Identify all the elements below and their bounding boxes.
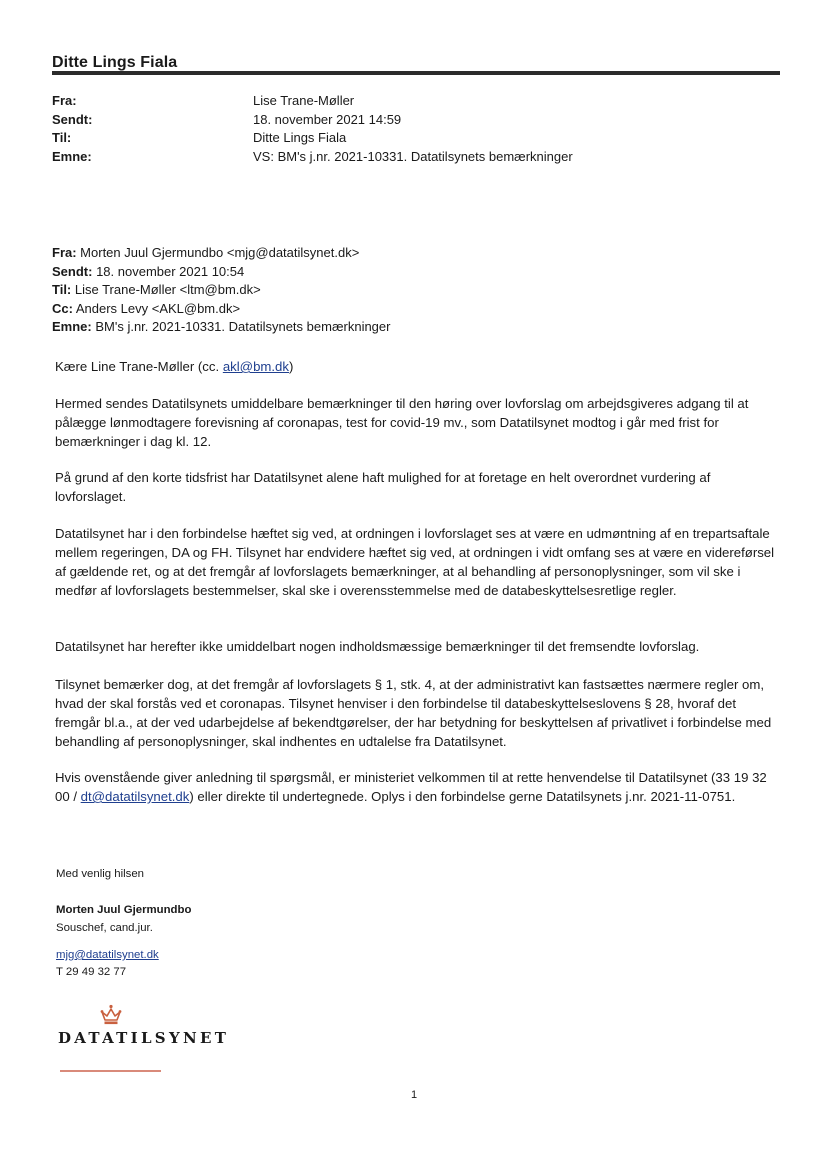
- header-label-sent: Sendt:: [52, 111, 93, 127]
- forwarded-row-to: [52, 281, 772, 300]
- signature-closing: Med venlig hilsen: [56, 868, 145, 880]
- header-value-to: Ditte Lings Fiala: [253, 130, 347, 145]
- email-header: [52, 92, 772, 166]
- logo-underline: [60, 1070, 161, 1072]
- forwarded-value-from: Morten Juul Gjermundbo <mjg@datatilsynet.dk>: [76, 245, 360, 260]
- header-label-subject: Emne:: [52, 148, 92, 164]
- paragraph-section-28: Tilsynet bemærker dog, at det fremgår af lovforslagets § 1, stk. 4, at der administrativt kan fastsættes nærmere regler om, hvad der skal forstås ved et coronapas. Tilsynet henviser i den forbindelse til databeskyttelseslovens § 28, hvoraf det fremgår bl.a., at der ved udarbejdelse af bekendtgørelser, der har betydning for beskyttelsen af privatlivet i forbindelse med behandling af personoplysninger, skal indhentes en udtalelse fra Datatilsynet.: [55, 677, 772, 749]
- forwarded-row-sent: [52, 263, 772, 282]
- cc-email-link[interactable]: akl@bm.dk: [222, 359, 289, 374]
- forwarded-label-to: Til:: [52, 282, 72, 297]
- forwarded-value-sent: 18. november 2021 10:54: [92, 263, 245, 279]
- forwarded-header: [52, 244, 772, 337]
- header-value-sent: 18. november 2021 14:59: [253, 111, 402, 127]
- header-value-from: Lise Trane-Møller: [253, 93, 355, 108]
- header-label-from: Fra:: [52, 93, 77, 108]
- signature-name: Morten Juul Gjermundbo: [56, 904, 192, 916]
- forwarded-row-cc: [52, 300, 772, 319]
- signature-phone: T 29 49 32 77: [56, 966, 127, 978]
- paragraph-no-remarks: Datatilsynet har herefter ikke umiddelbart nogen indholdsmæssige bemærkninger til det fremsendte lovforslag.: [55, 639, 700, 654]
- forwarded-value-subject: BM's j.nr. 2021-10331. Datatilsynets bemærkninger: [91, 319, 391, 334]
- greeting: [55, 357, 780, 376]
- forwarded-row-subject: [52, 318, 772, 337]
- forwarded-value-to: Lise Trane-Møller <ltm@bm.dk>: [71, 282, 261, 297]
- crown-icon: [99, 1004, 123, 1026]
- paragraph-assessment: Datatilsynet har i den forbindelse hæftet sig ved, at ordningen i lovforslaget ses at være en udmøntning af en trepartsaftale mellem regeringen, DA og FH. Tilsynet har endvidere hæftet sig ved, at ordningen i vidt omfang ses at være en videreførsel af gældende ret, og at det fremgår af lovforslagets bemærkninger, at al behandling af personoplysninger, som vil ske i medfør af lovforslagets bestemmelser, skal ske i overensstemmelse med de databeskyttelsesretlige regler.: [55, 526, 775, 598]
- paragraph-intro: Hermed sendes Datatilsynets umiddelbare bemærkninger til den høring over lovforslag om arbejdsgiveres adgang til at pålægge lønmodtagere forevisning af coronapas, test for covid-19 mv., som Datatilsynet modtog i går med frist for bemærkninger i dag kl. 12.: [55, 396, 749, 449]
- header-rule: [52, 71, 780, 75]
- header-row-subject: [52, 148, 772, 167]
- contact-text: Hvis ovenstående giver anledning til spørgsmål, er ministeriet velkommen til at rette henvendelse til Datatilsynet (33 19 32 00 /: [55, 770, 767, 804]
- header-value-subject: VS: BM's j.nr. 2021-10331. Datatilsynets bemærkninger: [253, 148, 573, 164]
- forwarded-label-cc: Cc:: [52, 300, 73, 316]
- paragraph-contact: [55, 768, 780, 806]
- forwarded-label-from: Fra:: [52, 245, 77, 260]
- greeting-text: Kære Line Trane-Møller (cc.: [55, 359, 223, 374]
- signature-email-link[interactable]: mjg@datatilsynet.dk: [56, 949, 159, 961]
- forwarded-label-subject: Emne:: [52, 319, 92, 334]
- forwarded-value-cc: Anders Levy <AKL@bm.dk>: [72, 300, 241, 316]
- signature-title: Souschef, cand.jur.: [56, 922, 153, 934]
- page-number: 1: [410, 1089, 418, 1101]
- forwarded-row-from: [52, 244, 772, 263]
- header-label-to: Til:: [52, 130, 72, 145]
- header-row-to: [52, 129, 772, 148]
- datatilsynet-logo-text: DATATILSYNET: [58, 1029, 230, 1047]
- greeting-close: ): [289, 359, 294, 374]
- header-row-sent: [52, 111, 772, 130]
- paragraph-deadline: På grund af den korte tidsfrist har Datatilsynet alene haft mulighed for at foretage en helt overordnet vurdering af lovforslaget.: [55, 470, 711, 504]
- contact-text-end: ) eller direkte til undertegnede. Oplys i den forbindelse gerne Datatilsynets j.nr. 2021-11-0751.: [189, 789, 736, 804]
- header-row-from: [52, 92, 772, 111]
- datatilsynet-email-link[interactable]: dt@datatilsynet.dk: [80, 789, 190, 804]
- forwarded-label-sent: Sendt:: [52, 263, 93, 279]
- mailbox-owner-name: Ditte Lings Fiala: [52, 54, 178, 71]
